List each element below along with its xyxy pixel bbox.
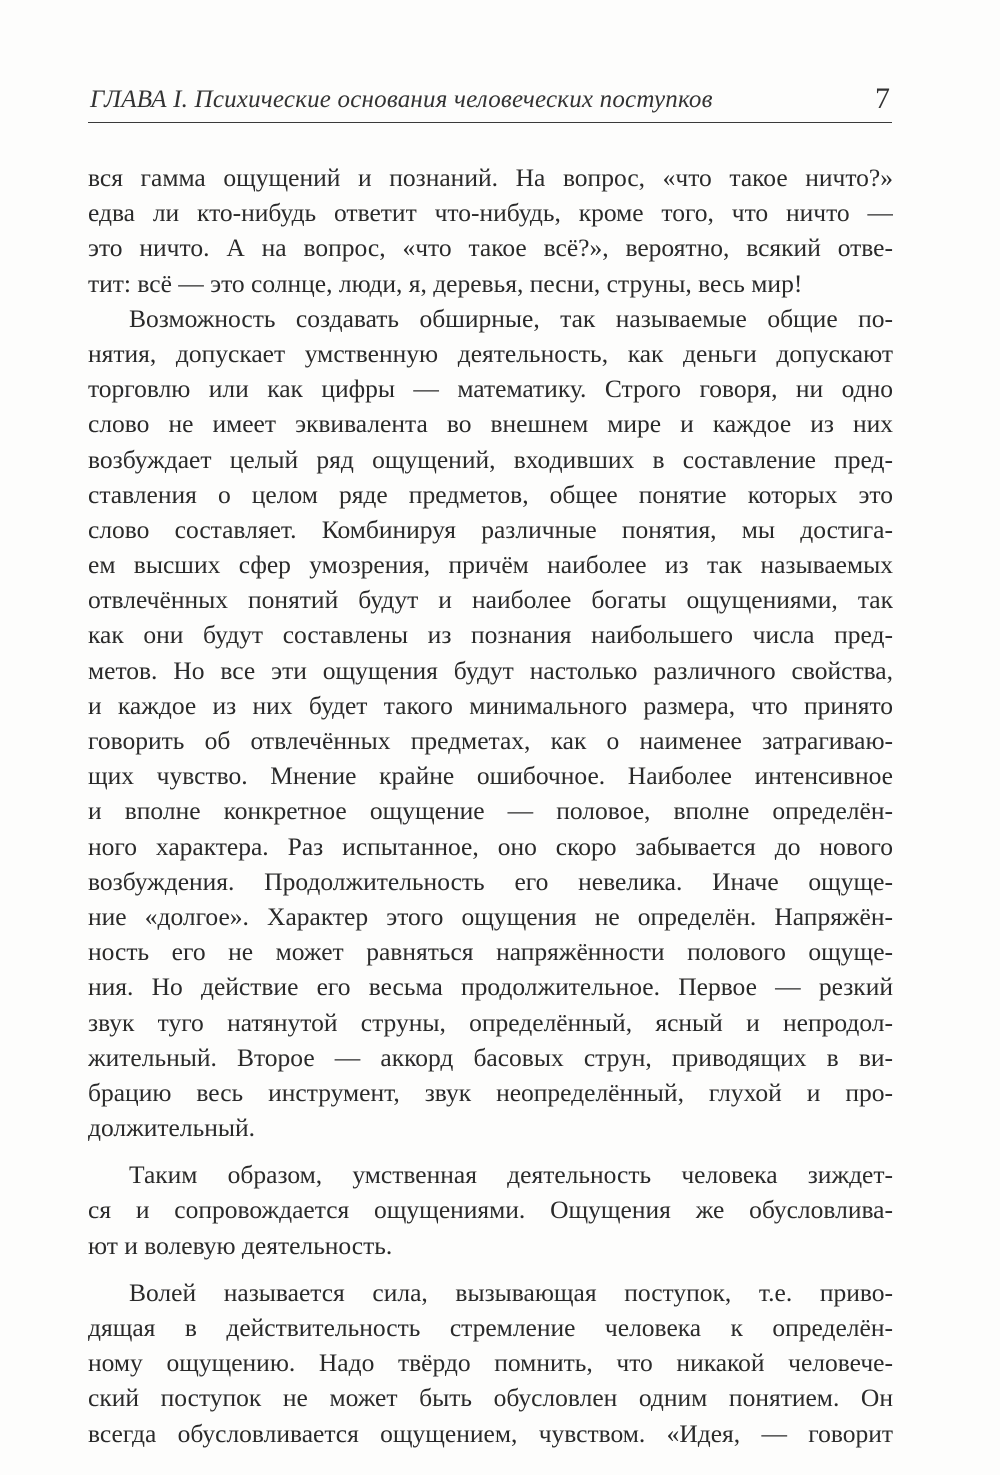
page-number: 7 bbox=[875, 82, 890, 115]
text-line: брацию весь инструмент, звук неопределённый, глухой и про- bbox=[88, 1077, 893, 1107]
text-line: ся и сопровождается ощущениями. Ощущения же обусловлива- bbox=[88, 1195, 893, 1225]
text-line: нятия, допускает умственную деятельность, как деньги допускают bbox=[88, 338, 893, 368]
text-line: ность его не может равняться напряжённости полового ощуще- bbox=[88, 937, 893, 967]
text-line: говорить об отвлечённых предметах, как о наименее затрагиваю- bbox=[88, 726, 893, 755]
text-line: звук туго натянутой струны, определённый, ясный и непродол- bbox=[88, 1007, 893, 1037]
text-line: дящая в действительность стремление человека к определён- bbox=[88, 1313, 893, 1342]
text-line: всегда обусловливается ощущением, чувством. «Идея, — говорит bbox=[88, 1418, 893, 1448]
text-line: вся гамма ощущений и познаний. На вопрос, «что такое ничто?» bbox=[88, 163, 893, 192]
text-line: ский поступок не может быть обусловлен одним понятием. Он bbox=[88, 1383, 893, 1413]
text-line: жительный. Второе — аккорд басовых струн, приводящих в ви- bbox=[88, 1042, 893, 1072]
text-line: как они будут составлены из познания наибольшего числа пред- bbox=[88, 620, 893, 650]
paragraph-3 bbox=[88, 1157, 893, 1263]
text-line: ем высших сфер умозрения, причём наиболее из так называемых bbox=[88, 550, 893, 580]
text-line: ния. Но действие его весьма продолжительное. Первое — резкий bbox=[88, 972, 893, 1002]
text-line: и каждое из них будет такого минимального размера, что принято bbox=[88, 690, 893, 720]
text-line: возбуждения. Продолжительность его невелика. Иначе ощуще- bbox=[88, 866, 893, 896]
text-line: щих чувство. Мнение крайне ошибочное. Наиболее интенсивное bbox=[88, 761, 893, 791]
running-head bbox=[88, 82, 892, 123]
text-line: это ничто. А на вопрос, «что такое всё?», вероятно, всякий отве- bbox=[88, 233, 893, 263]
text-line: ют и волевую деятельность. bbox=[88, 1230, 393, 1260]
chapter-title: ГЛАВА I. Психические основания человеческих поступков bbox=[90, 86, 713, 113]
text-line: тит: всё — это солнце, люди, я, деревья, песни, струны, весь мир! bbox=[88, 268, 803, 298]
text-line: ному ощущению. Надо твёрдо помнить, что никакой человече- bbox=[88, 1348, 893, 1378]
text-line: и вполне конкретное ощущение — половое, вполне определён- bbox=[88, 796, 893, 826]
text-line: метов. Но все эти ощущения будут настолько различного свойства, bbox=[88, 655, 893, 685]
text-line: отвлечённых понятий будут и наиболее богаты ощущениями, так bbox=[88, 585, 893, 615]
paragraph-4 bbox=[88, 1275, 893, 1451]
text-line: должительный. bbox=[88, 1113, 255, 1143]
text-line: едва ли кто-нибудь ответит что-нибудь, кроме того, что ничто — bbox=[88, 198, 893, 228]
paragraph-2 bbox=[88, 301, 893, 1146]
text-line: слово не имеет эквивалента во внешнем мире и каждое из них bbox=[88, 409, 893, 439]
text-line: торговлю или как цифры — математику. Строго говоря, ни одно bbox=[88, 374, 893, 404]
text-line: ставления о целом ряде предметов, общее понятие которых это bbox=[88, 479, 893, 509]
text-line: Волей называется сила, вызывающая поступок, т.е. приво- bbox=[129, 1277, 893, 1307]
text-line: слово составляет. Комбинируя различные понятия, мы достига- bbox=[88, 514, 893, 544]
text-line: ного характера. Раз испытанное, оно скоро забывается до нового bbox=[88, 831, 893, 861]
text-line: Возможность создавать обширные, так называемые общие по- bbox=[129, 303, 893, 333]
text-line: Таким образом, умственная деятельность человека зиждет- bbox=[129, 1160, 893, 1190]
text-line: возбуждает целый ряд ощущений, входивших в составление пред- bbox=[88, 444, 893, 474]
body-text bbox=[88, 160, 893, 1451]
text-line: ние «долгое». Характер этого ощущения не определён. Напряжён- bbox=[88, 901, 893, 931]
paragraph-1 bbox=[88, 160, 893, 301]
